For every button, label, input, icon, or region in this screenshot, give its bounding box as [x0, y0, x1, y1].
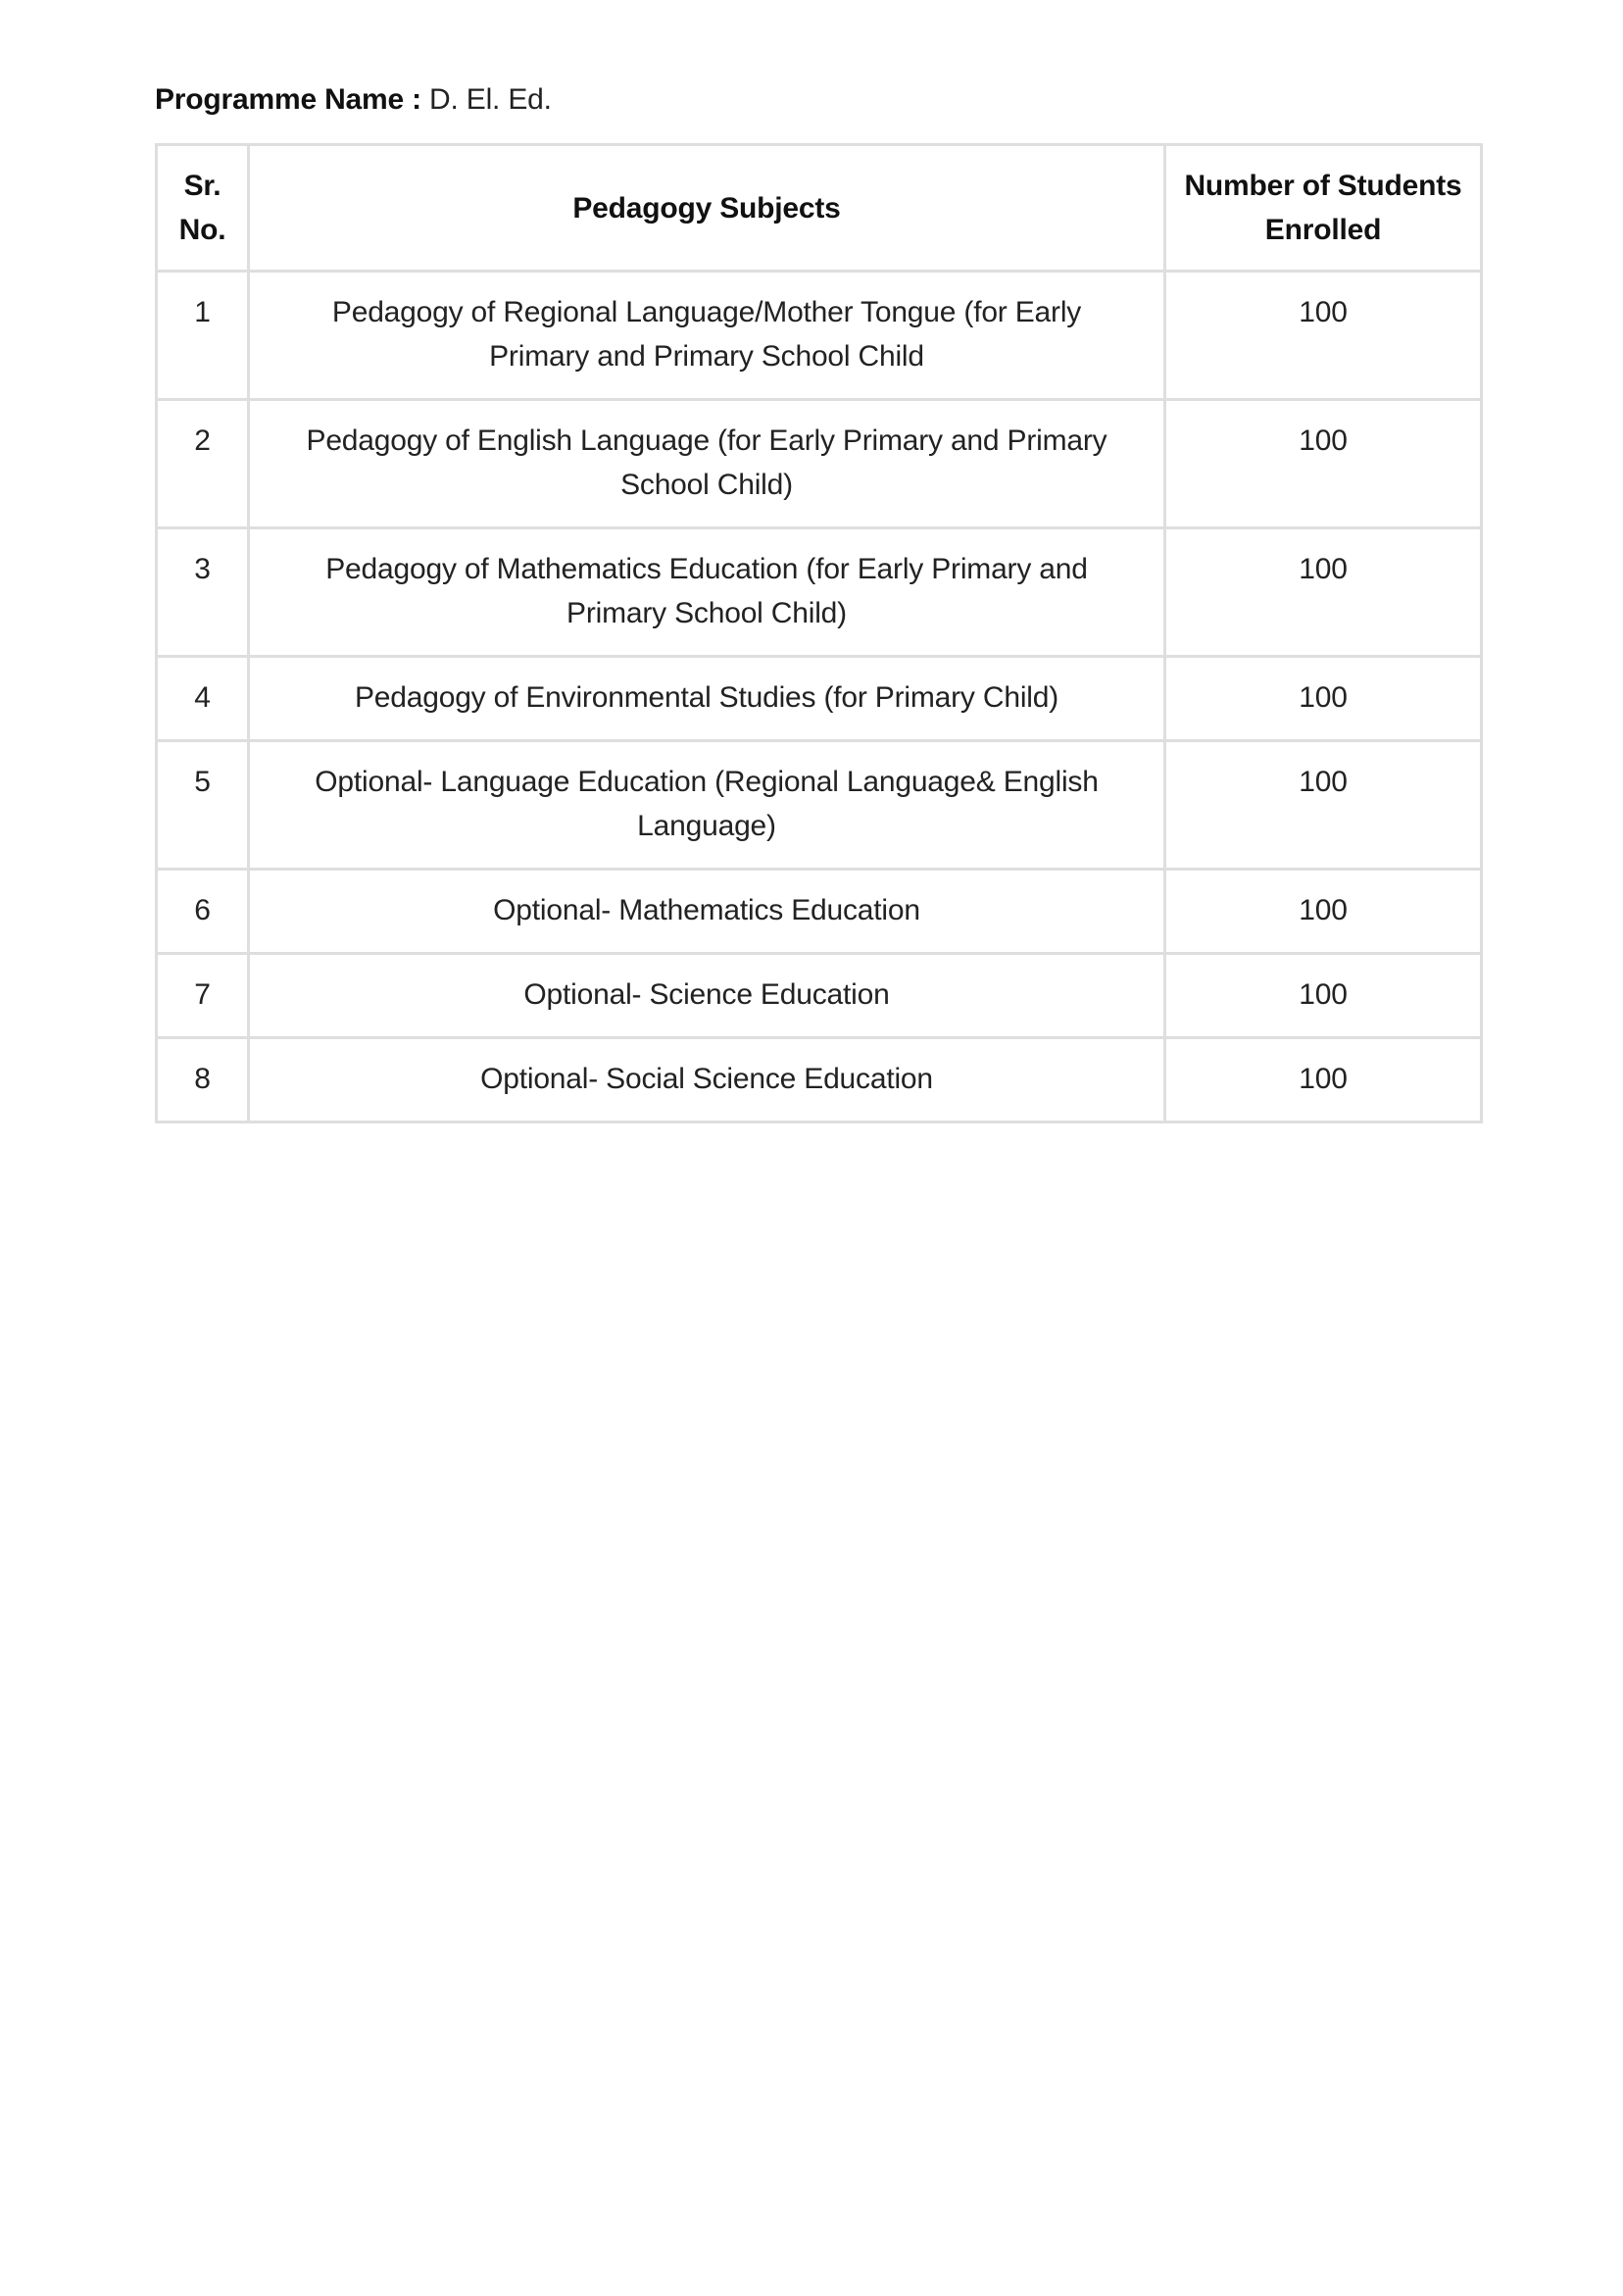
table-row — [157, 400, 1482, 528]
cell-enrolled: 100 — [1165, 1038, 1482, 1123]
cell-sr-no: 2 — [157, 400, 249, 528]
cell-enrolled: 100 — [1165, 870, 1482, 954]
programme-line — [155, 78, 1480, 122]
cell-sr-no: 4 — [157, 657, 249, 741]
pedagogy-subjects-table — [155, 143, 1483, 1123]
cell-enrolled: 100 — [1165, 657, 1482, 741]
table-row — [157, 657, 1482, 741]
cell-enrolled: 100 — [1165, 741, 1482, 870]
cell-enrolled: 100 — [1165, 272, 1482, 400]
cell-sr-no: 5 — [157, 741, 249, 870]
table-row — [157, 528, 1482, 657]
cell-enrolled: 100 — [1165, 400, 1482, 528]
document-page — [155, 78, 1480, 1123]
table-row — [157, 954, 1482, 1038]
cell-subject: Optional- Mathematics Education — [249, 870, 1165, 954]
table-row — [157, 870, 1482, 954]
table-row — [157, 1038, 1482, 1123]
header-students-enrolled: Number of Students Enrolled — [1165, 145, 1482, 272]
cell-subject: Pedagogy of Regional Language/Mother Tongue (for Early Primary and Primary School Child — [249, 272, 1165, 400]
cell-sr-no: 1 — [157, 272, 249, 400]
cell-subject: Pedagogy of English Language (for Early Primary and Primary School Child) — [249, 400, 1165, 528]
cell-subject: Pedagogy of Environmental Studies (for Primary Child) — [249, 657, 1165, 741]
programme-value: D. El. Ed. — [429, 83, 552, 116]
cell-enrolled: 100 — [1165, 954, 1482, 1038]
header-sr-no: Sr. No. — [157, 145, 249, 272]
table-row — [157, 741, 1482, 870]
cell-sr-no: 8 — [157, 1038, 249, 1123]
cell-sr-no: 3 — [157, 528, 249, 657]
cell-enrolled: 100 — [1165, 528, 1482, 657]
cell-subject: Optional- Social Science Education — [249, 1038, 1165, 1123]
cell-subject: Pedagogy of Mathematics Education (for Early Primary and Primary School Child) — [249, 528, 1165, 657]
cell-subject: Optional- Language Education (Regional Language& English Language) — [249, 741, 1165, 870]
table-header-row — [157, 145, 1482, 272]
header-pedagogy-subjects: Pedagogy Subjects — [249, 145, 1165, 272]
table-row — [157, 272, 1482, 400]
cell-subject: Optional- Science Education — [249, 954, 1165, 1038]
cell-sr-no: 6 — [157, 870, 249, 954]
cell-sr-no: 7 — [157, 954, 249, 1038]
programme-label: Programme Name : — [155, 83, 421, 116]
